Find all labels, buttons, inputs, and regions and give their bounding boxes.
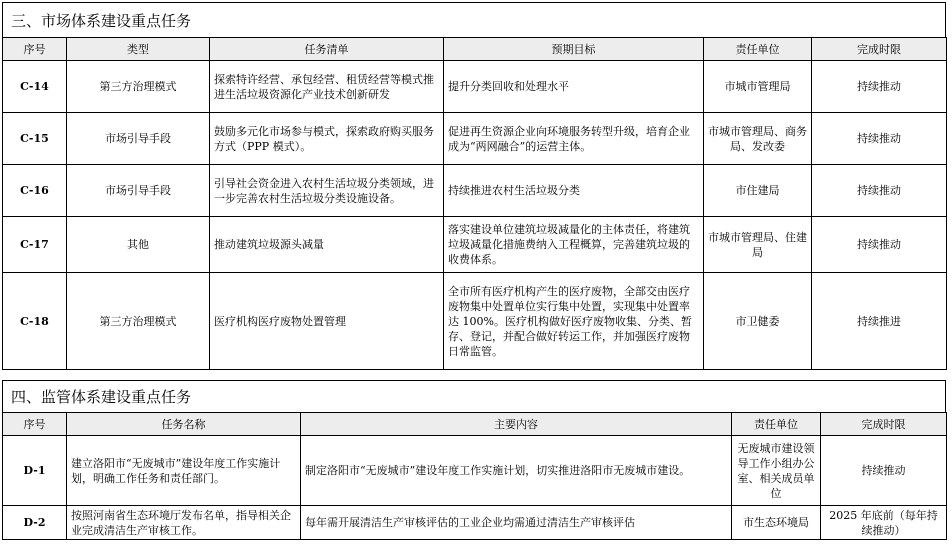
row-type: 第三方治理模式 bbox=[67, 61, 210, 113]
row-unit: 市生态环境局 bbox=[732, 506, 821, 540]
row-deadline: 持续推动 bbox=[812, 217, 947, 273]
row-goal: 全市所有医疗机构产生的医疗废物，全部交由医疗废物集中处置单位实行集中处置，实现集中处置率达 100%。医疗机构做好医疗废物收集、分类、暂存、登记，并配合做好转运工作，并加强医疗废物日常监管。 bbox=[444, 273, 704, 370]
row-id: C-17 bbox=[3, 217, 67, 273]
table-row bbox=[3, 273, 947, 370]
table-row bbox=[3, 61, 947, 113]
row-goal: 落实建设单位建筑垃圾减量化的主体责任，将建筑垃圾减量化措施费纳入工程概算，完善建筑垃圾的收费体系。 bbox=[444, 217, 704, 273]
row-type: 第三方治理模式 bbox=[67, 273, 210, 370]
row-deadline: 持续推动 bbox=[821, 436, 947, 506]
market-system-table bbox=[2, 37, 947, 370]
table-row bbox=[3, 217, 947, 273]
row-task: 鼓励多元化市场参与模式，探索政府购买服务方式（PPP 模式）。 bbox=[210, 113, 444, 165]
row-unit: 市城市管理局 bbox=[704, 61, 812, 113]
header-seq: 序号 bbox=[3, 38, 67, 61]
supervision-system-table bbox=[2, 412, 947, 540]
header-deadline: 完成时限 bbox=[821, 413, 947, 436]
row-task: 引导社会资金进入农村生活垃圾分类领域，进一步完善农村生活垃圾分类设施设备。 bbox=[210, 165, 444, 217]
row-unit: 市城市管理局、商务局、发改委 bbox=[704, 113, 812, 165]
section3-title bbox=[2, 2, 946, 38]
row-task: 医疗机构医疗废物处置管理 bbox=[210, 273, 444, 370]
header-deadline: 完成时限 bbox=[812, 38, 947, 61]
row-unit: 市卫健委 bbox=[704, 273, 812, 370]
header-responsible-unit: 责任单位 bbox=[732, 413, 821, 436]
section4-title-text: 四、监管体系建设重点任务 bbox=[11, 388, 192, 406]
row-task: 探索特许经营、承包经营、租赁经营等模式推进生活垃圾资源化产业技术创新研发 bbox=[210, 61, 444, 113]
header-main-content: 主要内容 bbox=[301, 413, 732, 436]
row-unit: 无废城市建设领导工作小组办公室、相关成员单位 bbox=[732, 436, 821, 506]
row-content: 制定洛阳市“无废城市”建设年度工作实施计划，切实推进洛阳市无废城市建设。 bbox=[301, 436, 732, 506]
table-header-row bbox=[3, 38, 947, 61]
section3-title-text: 三、市场体系建设重点任务 bbox=[11, 11, 192, 30]
table-row bbox=[3, 165, 947, 217]
row-task-name: 按照河南省生态环境厅发布名单，指导相关企业完成清洁生产审核工作。 bbox=[67, 506, 301, 540]
row-unit: 市城市管理局、住建局 bbox=[704, 217, 812, 273]
header-type: 类型 bbox=[67, 38, 210, 61]
table-row bbox=[3, 436, 947, 506]
section4-title bbox=[2, 380, 946, 413]
header-responsible-unit: 责任单位 bbox=[704, 38, 812, 61]
header-task-name: 任务名称 bbox=[67, 413, 301, 436]
row-task: 推动建筑垃圾源头减量 bbox=[210, 217, 444, 273]
row-type: 市场引导手段 bbox=[67, 165, 210, 217]
header-seq: 序号 bbox=[3, 413, 67, 436]
row-goal: 持续推进农村生活垃圾分类 bbox=[444, 165, 704, 217]
row-deadline: 持续推动 bbox=[812, 113, 947, 165]
table-row bbox=[3, 506, 947, 540]
row-goal: 提升分类回收和处理水平 bbox=[444, 61, 704, 113]
row-content: 每年需开展清洁生产审核评估的工业企业均需通过清洁生产审核评估 bbox=[301, 506, 732, 540]
row-goal: 促进再生资源企业向环境服务转型升级，培育企业成为“两网融合”的运营主体。 bbox=[444, 113, 704, 165]
row-type: 其他 bbox=[67, 217, 210, 273]
row-id: D-2 bbox=[3, 506, 67, 540]
row-deadline: 持续推动 bbox=[812, 165, 947, 217]
row-id: C-14 bbox=[3, 61, 67, 113]
row-id: C-15 bbox=[3, 113, 67, 165]
row-type: 市场引导手段 bbox=[67, 113, 210, 165]
table-header-row bbox=[3, 413, 947, 436]
header-expected-goal: 预期目标 bbox=[444, 38, 704, 61]
header-task-list: 任务清单 bbox=[210, 38, 444, 61]
row-task-name: 建立洛阳市“无废城市”建设年度工作实施计划，明确工作任务和责任部门。 bbox=[67, 436, 301, 506]
row-id: C-18 bbox=[3, 273, 67, 370]
row-id: D-1 bbox=[3, 436, 67, 506]
row-unit: 市住建局 bbox=[704, 165, 812, 217]
row-deadline: 持续推动 bbox=[812, 61, 947, 113]
row-id: C-16 bbox=[3, 165, 67, 217]
row-deadline: 持续推进 bbox=[812, 273, 947, 370]
table-row bbox=[3, 113, 947, 165]
row-deadline: 2025 年底前（每年持续推动） bbox=[821, 506, 947, 540]
